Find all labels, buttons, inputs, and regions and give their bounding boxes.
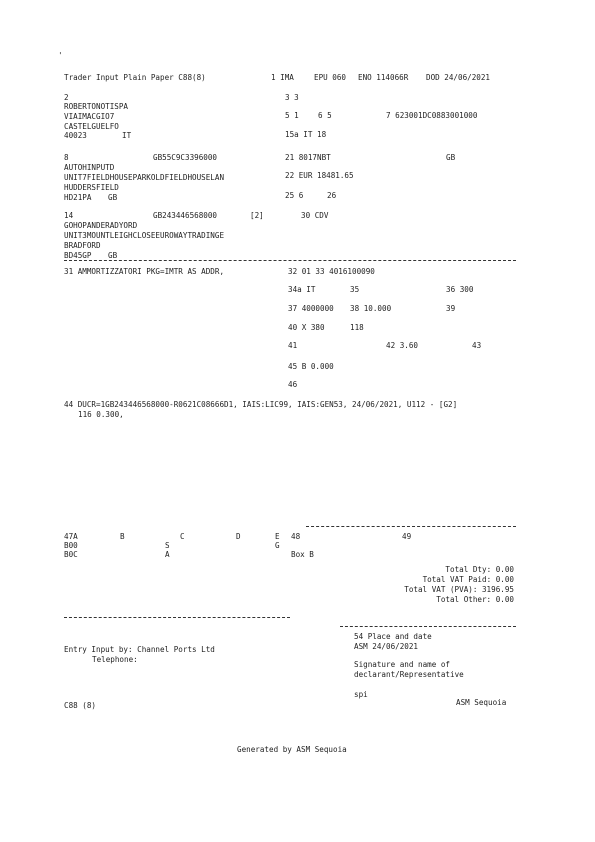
- declarant-code: [2]: [250, 211, 264, 220]
- box32-commodity-code: 32 01 33 4016100090: [288, 267, 375, 276]
- box1-declaration-type: 1 IMA: [271, 73, 294, 82]
- box48-label: 48: [291, 532, 301, 541]
- box-b-label: Box B: [291, 550, 314, 559]
- tax-line1-code: B00: [64, 541, 78, 550]
- box47a-label: 47A: [64, 532, 78, 541]
- box21-transport: 21 8017NBT: [285, 153, 331, 162]
- epu-number: EPU 060: [314, 73, 347, 82]
- tax-line1-s: S: [165, 541, 170, 550]
- box47b-label: B: [120, 532, 125, 541]
- tax-line1-g: G: [275, 541, 280, 550]
- box37-procedure: 37 4000000: [288, 304, 334, 313]
- tax-line2-a: A: [165, 550, 170, 559]
- declarant-eori: GB243446568000: [153, 211, 218, 220]
- consignee-eori: GB55C9C3396000: [153, 153, 218, 162]
- total-vat-pva: Total VAT (PVA): 3196.95: [404, 585, 514, 594]
- form-title: Trader Input Plain Paper C88(8): [64, 73, 206, 82]
- entry-input-by: Entry Input by: Channel Ports Ltd: [64, 645, 215, 654]
- box40-value: 118: [350, 323, 364, 332]
- entry-divider: [64, 617, 290, 618]
- box45-adjustment: 45 B 0.000: [288, 362, 334, 371]
- box44-additional-info-cont: 116 0.300,: [78, 410, 124, 419]
- entry-telephone: Telephone:: [92, 655, 138, 664]
- signature-label: Signature and name of: [354, 660, 451, 669]
- declarant-signature-name: spi: [354, 690, 368, 699]
- declarant-company: ASM Sequoia: [456, 698, 507, 707]
- entry-number: ENO 114066R: [358, 73, 409, 82]
- total-other: Total Other: 0.00: [436, 595, 514, 604]
- box42-item-price: 42 3.60: [386, 341, 419, 350]
- form-code: C88 (8): [64, 701, 97, 710]
- box40-previous-document: 40 X 380: [288, 323, 325, 332]
- generated-by-footer: Generated by ASM Sequoia: [237, 745, 347, 754]
- box6-packages: 6 5: [318, 111, 332, 120]
- box2-number: 2: [64, 93, 69, 102]
- box43-valuation: 43: [472, 341, 482, 350]
- box25-transport-mode: 25 6: [285, 191, 304, 200]
- box3-forms: 3 3: [285, 93, 299, 102]
- box54-place-date: ASM 24/06/2021: [354, 642, 419, 651]
- declarant-postcode: BD45GP: [64, 251, 92, 260]
- date-of-declaration: DOD 24/06/2021: [426, 73, 491, 82]
- box38-net-mass: 38 10.000: [350, 304, 392, 313]
- total-vat-paid: Total VAT Paid: 0.00: [422, 575, 514, 584]
- declarant-street: UNIT3MOUNTLEIGHCLOSEEUROWAYTRADINGE: [64, 231, 225, 240]
- consignor-postcode: 40023: [64, 131, 87, 140]
- tax-line2-code: B0C: [64, 550, 78, 559]
- box7-reference: 7 623001DC0883001000: [386, 111, 478, 120]
- box47d-label: D: [236, 532, 241, 541]
- box47-divider: [306, 526, 516, 527]
- box47c-label: C: [180, 532, 185, 541]
- consignor-city: CASTELGUELFO: [64, 122, 119, 131]
- stray-mark: ': [58, 51, 63, 60]
- box54-place-date-label: 54 Place and date: [354, 632, 432, 641]
- box47e-label: E: [275, 532, 280, 541]
- consignee-country: GB: [108, 193, 118, 202]
- box36-preference: 36 300: [446, 285, 474, 294]
- box22-invoice-total: 22 EUR 18481.65: [285, 171, 354, 180]
- declarant-name: GOHOPANDERADYORD: [64, 221, 138, 230]
- consignee-city: HUDDERSFIELD: [64, 183, 119, 192]
- box35-gross-mass: 35: [350, 285, 360, 294]
- box21-country: GB: [446, 153, 456, 162]
- box54-divider: [340, 626, 516, 627]
- consignee-postcode: HD21PA: [64, 193, 92, 202]
- box14-number: 14: [64, 211, 74, 220]
- box30-location: 30 CDV: [301, 211, 329, 220]
- signature-label-cont: declarant/Representative: [354, 670, 464, 679]
- box39-quota: 39: [446, 304, 456, 313]
- consignor-street: VIAIMACGIO7: [64, 112, 115, 121]
- box41-supplementary-units: 41: [288, 341, 298, 350]
- box26-inland-mode: 26: [327, 191, 337, 200]
- box34a-origin: 34a IT: [288, 285, 316, 294]
- box15a-dispatch-country: 15a IT 18: [285, 130, 327, 139]
- box8-number: 8: [64, 153, 69, 162]
- consignor-country: IT: [122, 131, 132, 140]
- box46-statistical-value: 46: [288, 380, 298, 389]
- box31-goods-description: 31 AMMORTIZZATORI PKG=IMTR AS ADDR,: [64, 267, 225, 276]
- total-duty: Total Dty: 0.00: [445, 565, 514, 574]
- section-divider: [64, 260, 516, 261]
- consignee-street: UNIT7FIELDHOUSEPARKOLDFIELDHOUSELAN: [64, 173, 225, 182]
- declarant-city: BRADFORD: [64, 241, 101, 250]
- box5-items: 5 1: [285, 111, 299, 120]
- declarant-country: GB: [108, 251, 118, 260]
- consignor-name: ROBERTONOTISPA: [64, 102, 129, 111]
- box49-label: 49: [402, 532, 412, 541]
- box44-additional-info: 44 DUCR=1GB243446568000-R0621C08666D1, IAIS:LIC99, IAIS:GEN53, 24/06/2021, U112 - [G2]: [64, 400, 458, 409]
- consignee-name: AUTOHINPUTD: [64, 163, 115, 172]
